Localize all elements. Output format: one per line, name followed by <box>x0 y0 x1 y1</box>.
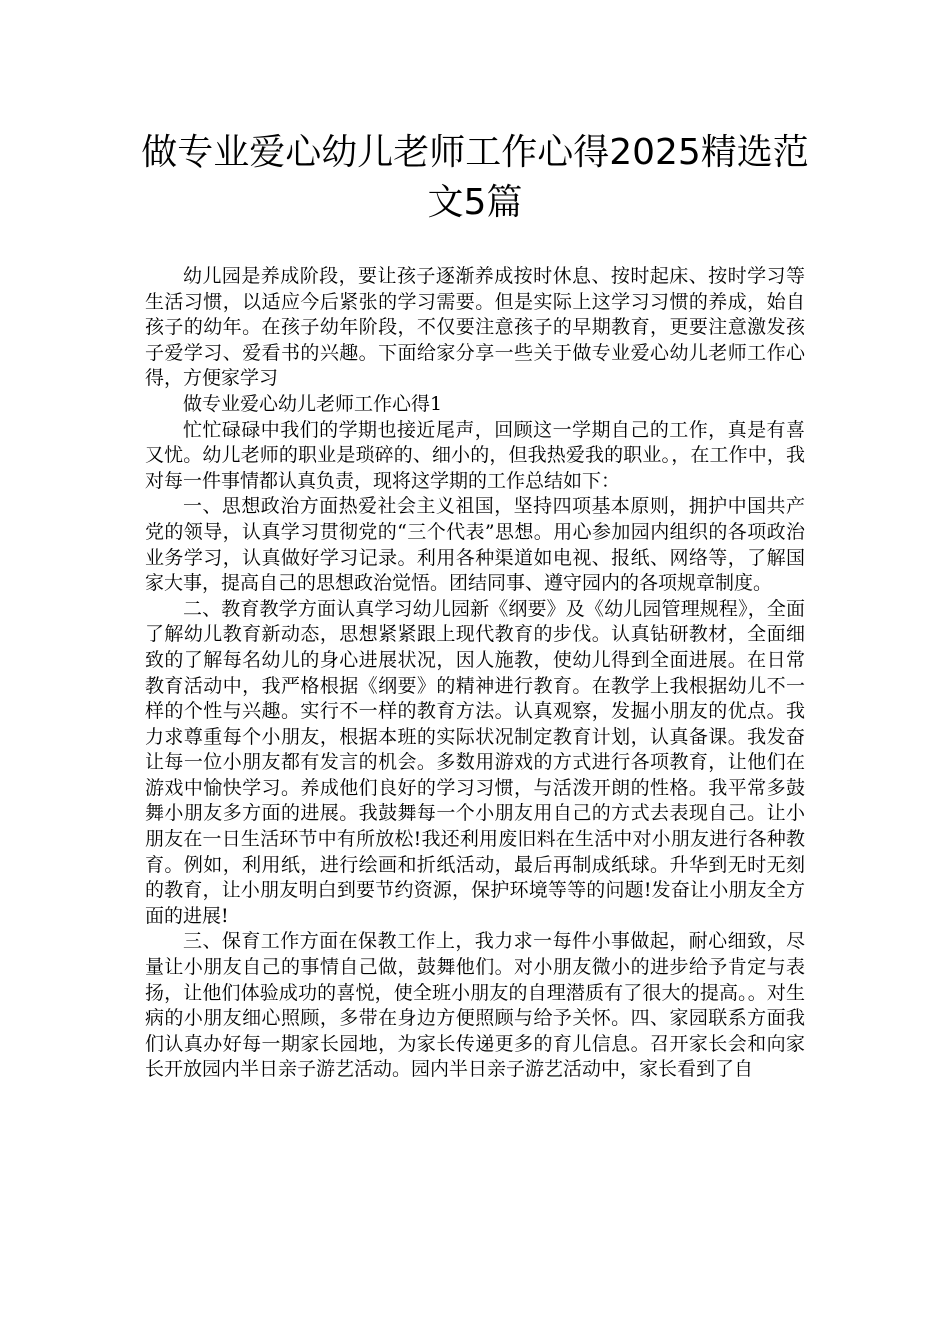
intro-paragraph: 幼儿园是养成阶段，要让孩子逐渐养成按时休息、按时起床、按时学习等生活习惯，以适应今后紧张的学习需要。但是实际上这学习习惯的养成，始自孩子的幼年。在孩子幼年阶段，不仅要注意孩子的早期教育，更要注意激发孩子爱学习、爱看书的兴趣。下面给家分享一些关于做专业爱心幼儿老师工作心得，方便家学习 <box>145 265 805 390</box>
section-heading: 做专业爱心幼儿老师工作心得1 <box>183 392 443 415</box>
body-paragraph: 三、保育工作方面在保教工作上，我力求一每件小事做起，耐心细致，尽量让小朋友自己的事情自己做，鼓舞他们。对小朋友微小的进步给予肯定与表扬，让他们体验成功的喜悦，使全班小朋友的自理潜质有了很大的提高。。对生病的小朋友细心照顾，多带在身边方便照顾与给予关怀。四、家园联系方面我们认真办好每一期家长园地，为家长传递更多的育儿信息。召开家长会和向家长开放园内半日亲子游艺活动。园内半日亲子游艺活动中，家长看到了自 <box>145 930 805 1081</box>
body-paragraph: 一、思想政治方面热爱社会主义祖国，坚持四项基本原则，拥护中国共产党的领导，认真学习贯彻党的“三个代表”思想。用心参加园内组织的各项政治业务学习，认真做好学习记录。利用各种渠道如电视、报纸、网络等，了解国家大事，提高自己的思想政治觉悟。团结同事、遵守园内的各项规章制度。 <box>145 495 805 595</box>
document-title: 做专业爱心幼儿老师工作心得2025精选范文5篇 <box>141 132 809 223</box>
document-body <box>145 264 805 1083</box>
body-paragraph: 忙忙碌碌中我们的学期也接近尾声，回顾这一学期自己的工作，真是有喜又忧。幼儿老师的职业是琐碎的、细小的，但我热爱我的职业。，在工作中，我对每一件事情都认真负责，现将这学期的工作总结如下： <box>145 418 805 492</box>
body-paragraph: 二、教育教学方面认真学习幼儿园新《纲要》及《幼儿园管理规程》，全面了解幼儿教育新动态，思想紧紧跟上现代教育的步伐。认真钻研教材，全面细致的了解每名幼儿的身心进展状况，因人施教，使幼儿得到全面进展。在日常教育活动中，我严格根据《纲要》的精神进行教育。在教学上我根据幼儿不一样的个性与兴趣。实行不一样的教育方法。认真观察，发掘小朋友的优点。我力求尊重每个小朋友，根据本班的实际状况制定教育计划，认真备课。我发奋让每一位小朋友都有发言的机会。多数用游戏的方式进行各项教育，让他们在游戏中愉快学习。养成他们良好的学习习惯，与活泼开朗的性格。我平常多鼓舞小朋友多方面的进展。我鼓舞每一个小朋友用自己的方式去表现自己。让小朋友在一日生活环节中有所放松!我还利用废旧料在生活中对小朋友进行各种教育。例如，利用纸，进行绘画和折纸活动，最后再制成纸球。升华到无时无刻的教育，让小朋友明白到要节约资源，保护环境等等的问题!发奋让小朋友全方面的进展! <box>145 597 805 927</box>
